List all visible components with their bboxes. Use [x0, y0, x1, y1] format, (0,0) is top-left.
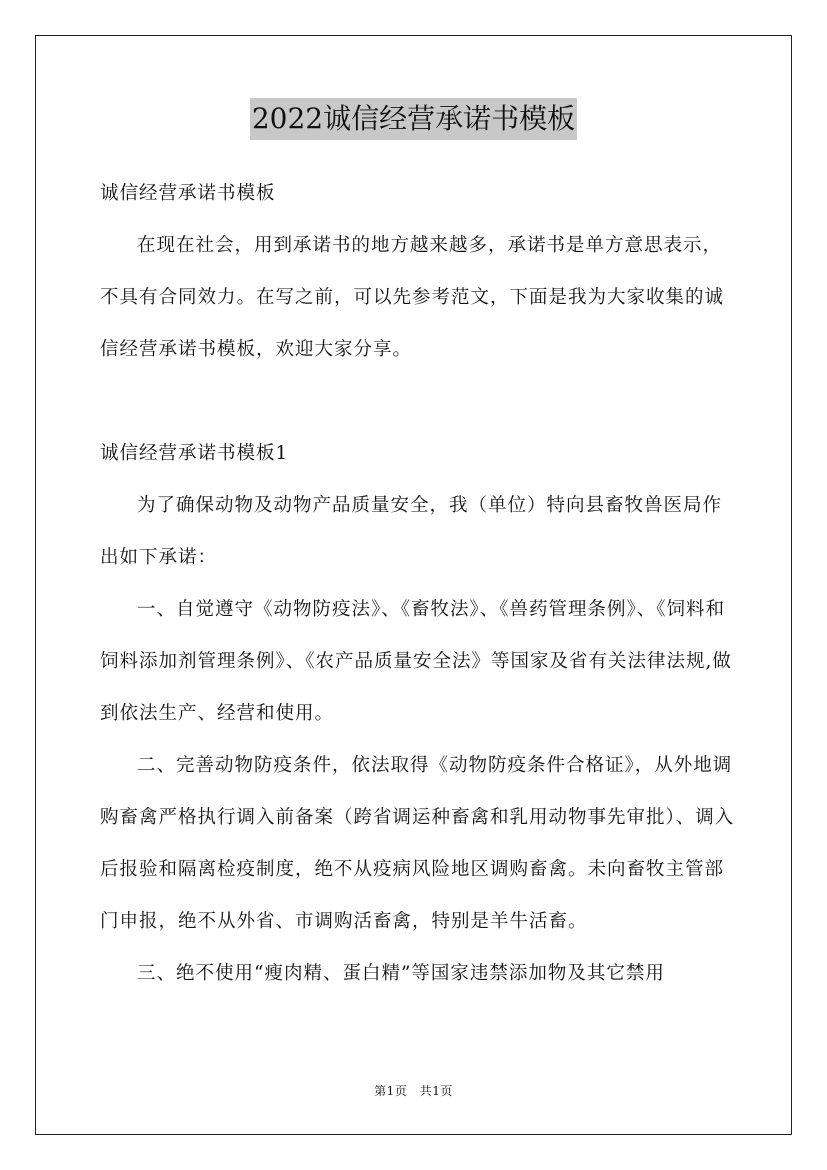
document-body — [100, 168, 740, 1000]
blank-line — [100, 376, 740, 428]
intro-paragraph: 在现在社会，用到承诺书的地方越来越多，承诺书是单方意思表示，不具有合同效力。在写之前，可以先参考范文，下面是我为大家收集的诚信经营承诺书模板，欢迎大家分享。 — [100, 235, 725, 360]
body-paragraph: 二、完善动物防疫条件，依法取得《动物防疫条件合格证》，从外地调购畜禽严格执行调入前备案（跨省调运种畜禽和乳用动物事先审批）、调入后报验和隔离检疫制度，绝不从疫病风险地区调购畜禽。未向畜牧主管部门申报，绝不从外省、市调购活畜禽，特别是羊牛活畜。 — [100, 755, 735, 932]
section-heading: 诚信经营承诺书模板 — [100, 183, 276, 204]
body-paragraph: 一、自觉遵守《动物防疫法》、《畜牧法》、《兽药管理条例》、《饲料和饲料添加剂管理条例》、《农产品质量安全法》等国家及省有关法律法规,做到依法生产、经营和使用。 — [100, 599, 732, 724]
section-heading-1: 诚信经营承诺书模板1 — [100, 443, 289, 464]
body-paragraph: 三、绝不使用“瘦肉精、蛋白精”等国家违禁添加物及其它禁用 — [137, 963, 665, 984]
page-footer: 第1页 共1页 — [374, 1084, 453, 1098]
document-title: 2022诚信经营承诺书模板 — [250, 98, 577, 140]
body-paragraph: 为了确保动物及动物产品质量安全，我（单位）特向县畜牧兽医局作出如下承诺： — [100, 495, 723, 568]
title-area — [0, 98, 827, 140]
